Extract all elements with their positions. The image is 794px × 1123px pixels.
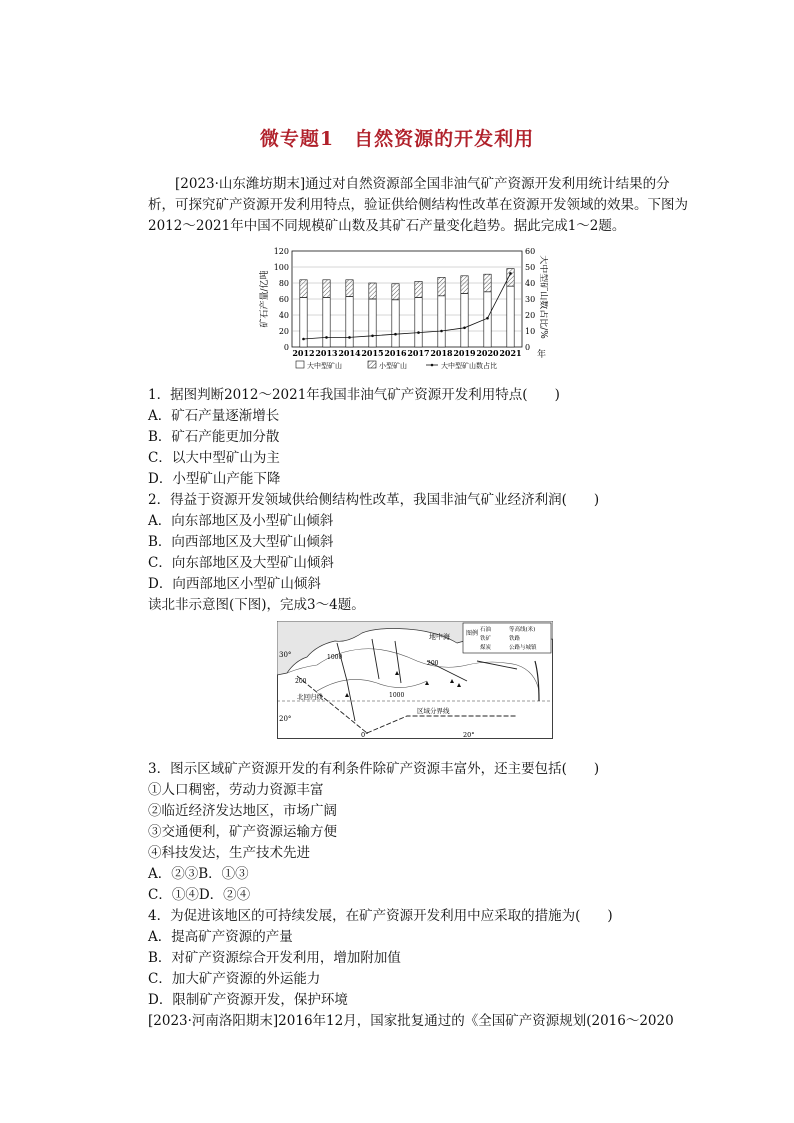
- y-tick-label: 120: [273, 247, 289, 256]
- label-lon-0: 0°: [361, 731, 369, 739]
- label-lat-20: 20°: [279, 715, 292, 723]
- label-lon-20: 20°: [463, 731, 475, 739]
- north-africa-map: [277, 621, 553, 739]
- x-tick-label: 2012: [292, 348, 315, 358]
- label-tropic: 北回归线: [297, 693, 323, 701]
- x-tick-label: 2019: [453, 348, 476, 358]
- bar-small-mine: [415, 281, 422, 297]
- intro-paragraph-1: [2023·山东潍坊期末]通过对自然资源部全国非油气矿产资源开发利用统计结果的分析，可探究矿产资源开发利用特点，验证供给侧结构性改革在资源开发领域的效果。下图为2012～2021年中国不同规模矿山数及其矿石产量变化趋势。据此完成1～2题。: [148, 176, 688, 234]
- bar-small-mine: [507, 269, 514, 287]
- legend-label-small: 小型矿山: [379, 362, 407, 370]
- legend-oil: 石油: [480, 627, 492, 633]
- label-contour-1000-a: 1000: [327, 654, 343, 661]
- label-sea: 地中海: [429, 633, 450, 641]
- x-tick-label: 2017: [407, 348, 430, 358]
- legend-contour: 等高线(米): [509, 627, 536, 633]
- q4-option-d[interactable]: D．限制矿产资源开发，保护环境: [148, 992, 348, 1008]
- q2-option-a[interactable]: A．向东部地区及小型矿山倾斜: [148, 513, 334, 529]
- chart-x-unit: 年: [537, 350, 547, 360]
- x-tick-label: 2016: [384, 348, 407, 358]
- y-tick-label: 40: [278, 311, 289, 320]
- q1-option-c[interactable]: C．以大中型矿山为主: [148, 450, 280, 466]
- y-tick-label: 0: [283, 343, 289, 352]
- q3-item-3: ③交通便利，矿产资源运输方便: [148, 824, 337, 840]
- q2-option-b[interactable]: B．向西部地区及大型矿山倾斜: [148, 534, 334, 550]
- bar-large-mine: [438, 296, 445, 347]
- bar-small-mine: [369, 283, 376, 299]
- y2-tick-label: 10: [525, 327, 536, 336]
- legend-label-ratio: 大中型矿山数占比: [441, 362, 497, 370]
- x-tick-label: 2020: [476, 348, 499, 358]
- bar-large-mine: [346, 297, 353, 347]
- q1-option-d[interactable]: D．小型矿山产能下降: [148, 471, 281, 487]
- map-legend: [463, 623, 551, 653]
- y2-tick-label: 50: [525, 263, 536, 272]
- bar-small-mine: [323, 280, 330, 298]
- y-tick-label: 60: [278, 295, 289, 304]
- legend-title: 图例: [466, 630, 479, 637]
- bar-small-mine: [461, 276, 468, 294]
- bar-large-mine: [323, 297, 330, 347]
- q1-stem: 1．据图判断2012～2021年我国非油气矿产资源开发利用特点( ): [148, 387, 560, 403]
- y2-tick-label: 0: [525, 343, 531, 352]
- bar-large-mine: [507, 286, 514, 347]
- ore-production-chart: [258, 243, 548, 373]
- x-tick-label: 2015: [361, 348, 384, 358]
- bar-large-mine: [461, 293, 468, 347]
- x-tick-label: 2013: [315, 348, 338, 358]
- y2-tick-label: 30: [525, 295, 536, 304]
- y2-tick-label: 20: [525, 311, 536, 320]
- q4-option-a[interactable]: A．提高矿产资源的产量: [148, 929, 293, 945]
- bar-small-mine: [346, 280, 353, 297]
- chart-y2-axis-label: 大中型矿山数占比/%: [538, 255, 548, 339]
- bar-small-mine: [392, 284, 399, 300]
- page-title: 微专题1 自然资源的开发利用: [259, 128, 535, 150]
- chart-y-axis-label: 矿石产量/亿吨: [260, 270, 270, 328]
- label-contour-200-a: 200: [295, 678, 307, 685]
- label-contour-1000-b: 1000: [389, 692, 405, 699]
- legend-road: 公路与城镇: [509, 645, 537, 651]
- q3-item-2: ②临近经济发达地区，市场广阔: [148, 803, 337, 819]
- ratio-line: [304, 273, 511, 339]
- chart-legend: [296, 361, 497, 370]
- y2-tick-label: 60: [525, 247, 536, 256]
- q3-item-1: ①人口稠密，劳动力资源丰富: [148, 782, 324, 798]
- q2-option-c[interactable]: C．向东部地区及大型矿山倾斜: [148, 555, 334, 571]
- legend-label-large: 大中型矿山: [307, 362, 342, 370]
- label-contour-200-b: 200: [427, 660, 439, 667]
- x-tick-label: 2021: [499, 348, 522, 358]
- y-tick-label: 20: [278, 327, 289, 336]
- bar-large-mine: [392, 300, 399, 347]
- q4-option-c[interactable]: C．加大矿产资源的外运能力: [148, 971, 321, 987]
- bar-small-mine: [300, 280, 307, 298]
- bar-large-mine: [369, 299, 376, 347]
- q2-option-d[interactable]: D．向西部地区小型矿山倾斜: [148, 576, 321, 592]
- q3-stem: 3．图示区域矿产资源开发的有利条件除矿产资源丰富外，还主要包括( ): [148, 761, 600, 777]
- map-intro: 读北非示意图(下图)，完成3～4题。: [148, 597, 365, 613]
- q2-stem: 2．得益于资源开发领域供给侧结构性改革，我国非油气矿业经济利润( ): [148, 492, 600, 508]
- label-boundary: 区域分界线: [417, 707, 450, 715]
- label-lat-30: 30°: [279, 651, 292, 659]
- y2-tick-label: 40: [525, 279, 536, 288]
- legend-coal: 煤炭: [480, 645, 492, 651]
- bar-small-mine: [484, 274, 491, 292]
- legend-iron: 铁矿: [480, 636, 492, 642]
- bar-small-mine: [438, 277, 445, 295]
- legend-dot-ratio: [431, 364, 434, 367]
- q4-option-b[interactable]: B．对矿产资源综合开发利用，增加附加值: [148, 950, 401, 966]
- q3-item-4: ④科技发达，生产技术先进: [148, 845, 310, 861]
- x-tick-label: 2014: [338, 348, 361, 358]
- x-tick-label: 2018: [430, 348, 453, 358]
- q3-options-ab[interactable]: A．②③B．①③: [148, 866, 249, 882]
- q3-options-cd[interactable]: C．①④D．②④: [148, 887, 251, 903]
- y-tick-label: 100: [273, 263, 289, 272]
- legend-box: [463, 623, 551, 653]
- intro-paragraph-2: [2023·河南洛阳期末]2016年12月，国家批复通过的《全国矿产资源规划(2016～2020: [148, 1013, 674, 1029]
- legend-swatch-large: [296, 361, 304, 368]
- q4-stem: 4．为促进该地区的可持续发展，在矿产资源开发利用中应采取的措施为( ): [148, 908, 613, 924]
- legend-swatch-small: [368, 361, 376, 368]
- q1-option-b[interactable]: B．矿石产能更加分散: [148, 429, 280, 445]
- legend-rail: 铁路: [509, 636, 521, 642]
- y-tick-label: 80: [278, 279, 289, 288]
- q1-option-a[interactable]: A．矿石产量逐渐增长: [148, 408, 280, 424]
- bar-large-mine: [415, 297, 422, 347]
